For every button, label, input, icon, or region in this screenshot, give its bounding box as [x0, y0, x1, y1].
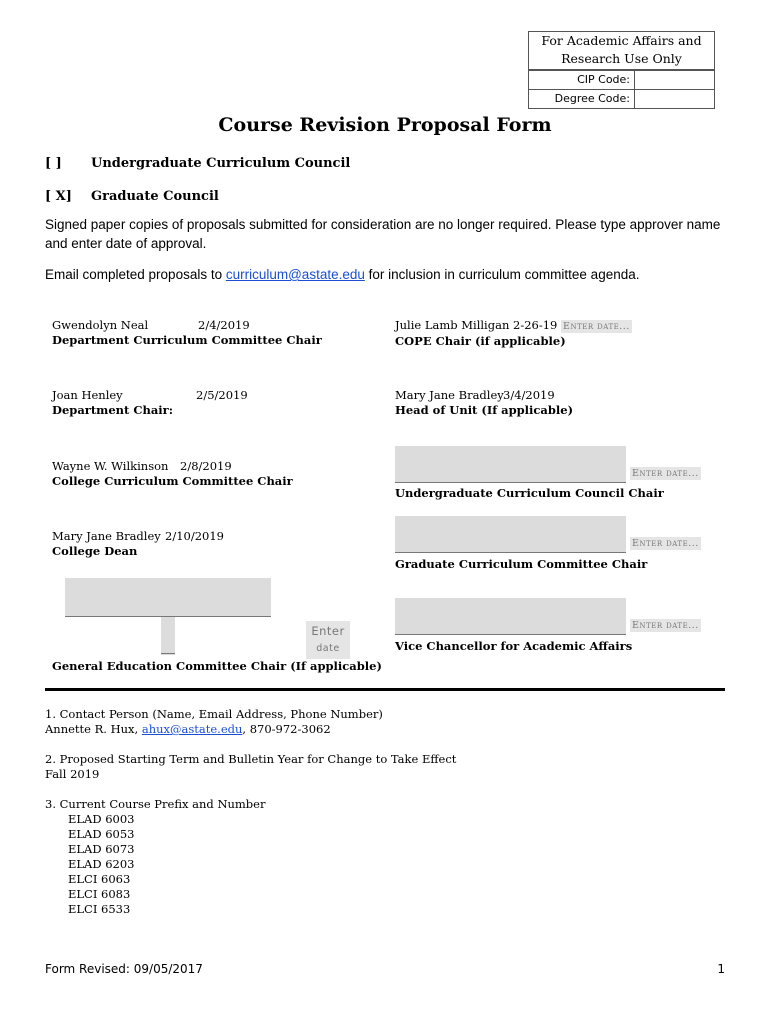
cip-code-row	[529, 70, 714, 89]
signed-copies-instruction: Signed paper copies of proposals submitted for consideration are no longer required. Please type approver name and enter date of approval.	[45, 217, 721, 251]
contact-email-link[interactable]: ahux@astate.edu	[141, 722, 243, 736]
email-instruction-suffix: for inclusion in curriculum committee agenda.	[364, 267, 640, 282]
head-unit-role: Head of Unit (If applicable)	[395, 403, 574, 417]
ucc-date-field[interactable]: Enter date...	[632, 468, 699, 479]
course-list	[68, 812, 134, 917]
form-revised-footer: Form Revised: 09/05/2017	[45, 962, 203, 976]
course-item: ELAD 6003	[68, 812, 135, 826]
gcc-role: Graduate Curriculum Committee Chair	[395, 557, 648, 571]
college-dean-signature	[52, 529, 224, 559]
college-curriculum-date[interactable]: 2/8/2019	[180, 459, 232, 473]
dept-curriculum-role: Department Curriculum Committee Chair	[52, 333, 322, 347]
gen-ed-date-placeholder-line2: date	[316, 643, 340, 654]
college-curriculum-signature	[52, 459, 293, 489]
office-use-box	[528, 31, 715, 109]
vc-role: Vice Chancellor for Academic Affairs	[395, 639, 633, 653]
college-curriculum-role: College Curriculum Committee Chair	[52, 474, 293, 488]
cip-code-label: CIP Code:	[529, 71, 635, 89]
vc-signature-field[interactable]	[395, 598, 626, 635]
cope-signature	[395, 318, 632, 349]
gcc-date-field[interactable]: Enter date...	[632, 538, 699, 549]
question-3-label: 3. Current Course Prefix and Number	[45, 797, 266, 811]
ucc-checkbox[interactable]: [ ]	[45, 156, 62, 171]
course-item: ELCI 6063	[68, 872, 131, 886]
question-2	[45, 752, 456, 782]
gen-ed-date-placeholder-line1: Enter	[311, 624, 345, 638]
section-divider	[45, 688, 725, 691]
dept-curriculum-name[interactable]: Gwendolyn Neal	[52, 318, 149, 332]
vc-date-field[interactable]: Enter date...	[632, 620, 699, 631]
question-2-label: 2. Proposed Starting Term and Bulletin Year for Change to Take Effect	[45, 752, 457, 766]
degree-code-label: Degree Code:	[529, 90, 635, 108]
graduate-council-checkbox[interactable]: [ X]	[45, 189, 72, 204]
cip-code-field[interactable]	[635, 71, 714, 89]
dept-curriculum-signature	[52, 318, 322, 348]
course-item: ELAD 6053	[68, 827, 135, 841]
gen-ed-signature-field[interactable]	[65, 578, 271, 617]
question-2-answer: Fall 2019	[45, 767, 100, 781]
question-1-answer	[45, 722, 383, 737]
college-curriculum-name[interactable]: Wayne W. Wilkinson	[52, 459, 169, 473]
course-item: ELCI 6533	[68, 902, 131, 916]
gen-ed-role: General Education Committee Chair (If applicable)	[52, 659, 382, 673]
gcc-signature-field[interactable]	[395, 516, 626, 553]
email-instruction	[45, 265, 725, 284]
head-unit-signature	[395, 388, 573, 418]
dept-chair-role: Department Chair:	[52, 403, 173, 417]
page-number: 1	[717, 962, 725, 976]
contact-phone: , 870-972-3062	[242, 722, 331, 736]
college-dean-role: College Dean	[52, 544, 138, 558]
question-1-label: 1. Contact Person (Name, Email Address, Phone Number)	[45, 707, 383, 721]
office-use-heading-line1: For Academic Affairs and	[541, 33, 702, 48]
course-item: ELCI 6083	[68, 887, 131, 901]
email-instruction-prefix: Email completed proposals to	[45, 267, 226, 282]
dept-curriculum-date[interactable]: 2/4/2019	[198, 318, 250, 332]
dept-chair-date[interactable]: 2/5/2019	[196, 388, 248, 402]
college-dean-name[interactable]: Mary Jane Bradley	[52, 529, 161, 543]
ucc-role: Undergraduate Curriculum Council Chair	[395, 486, 664, 500]
office-use-heading	[529, 32, 714, 70]
dept-chair-name[interactable]: Joan Henley	[52, 388, 123, 402]
graduate-council-checkbox-label: Graduate Council	[91, 189, 219, 204]
office-use-heading-line2: Research Use Only	[561, 51, 682, 66]
curriculum-email-link[interactable]: curriculum@astate.edu	[225, 267, 365, 282]
ucc-signature-field[interactable]	[395, 446, 626, 483]
question-1	[45, 707, 383, 737]
cope-date-field[interactable]: Enter date...	[563, 321, 630, 332]
course-item: ELAD 6203	[68, 857, 135, 871]
cope-role: COPE Chair (if applicable)	[395, 334, 566, 348]
ucc-checkbox-label: Undergraduate Curriculum Council	[91, 156, 351, 171]
contact-name: Annette R. Hux,	[45, 722, 142, 736]
dept-chair-signature	[52, 388, 248, 418]
degree-code-field[interactable]	[635, 90, 714, 108]
college-dean-date[interactable]: 2/10/2019	[165, 529, 224, 543]
head-unit-date[interactable]: 3/4/2019	[503, 388, 555, 402]
form-title: Course Revision Proposal Form	[218, 114, 552, 136]
gen-ed-date-field[interactable]	[306, 621, 350, 659]
head-unit-name[interactable]: Mary Jane Bradley	[395, 388, 504, 402]
course-item: ELAD 6073	[68, 842, 135, 856]
cope-name[interactable]: Julie Lamb Milligan 2-26-19	[395, 318, 558, 332]
gen-ed-signature-field-overflow[interactable]	[161, 617, 175, 655]
gen-ed-signature-underline	[161, 653, 175, 654]
degree-code-row	[529, 89, 714, 108]
